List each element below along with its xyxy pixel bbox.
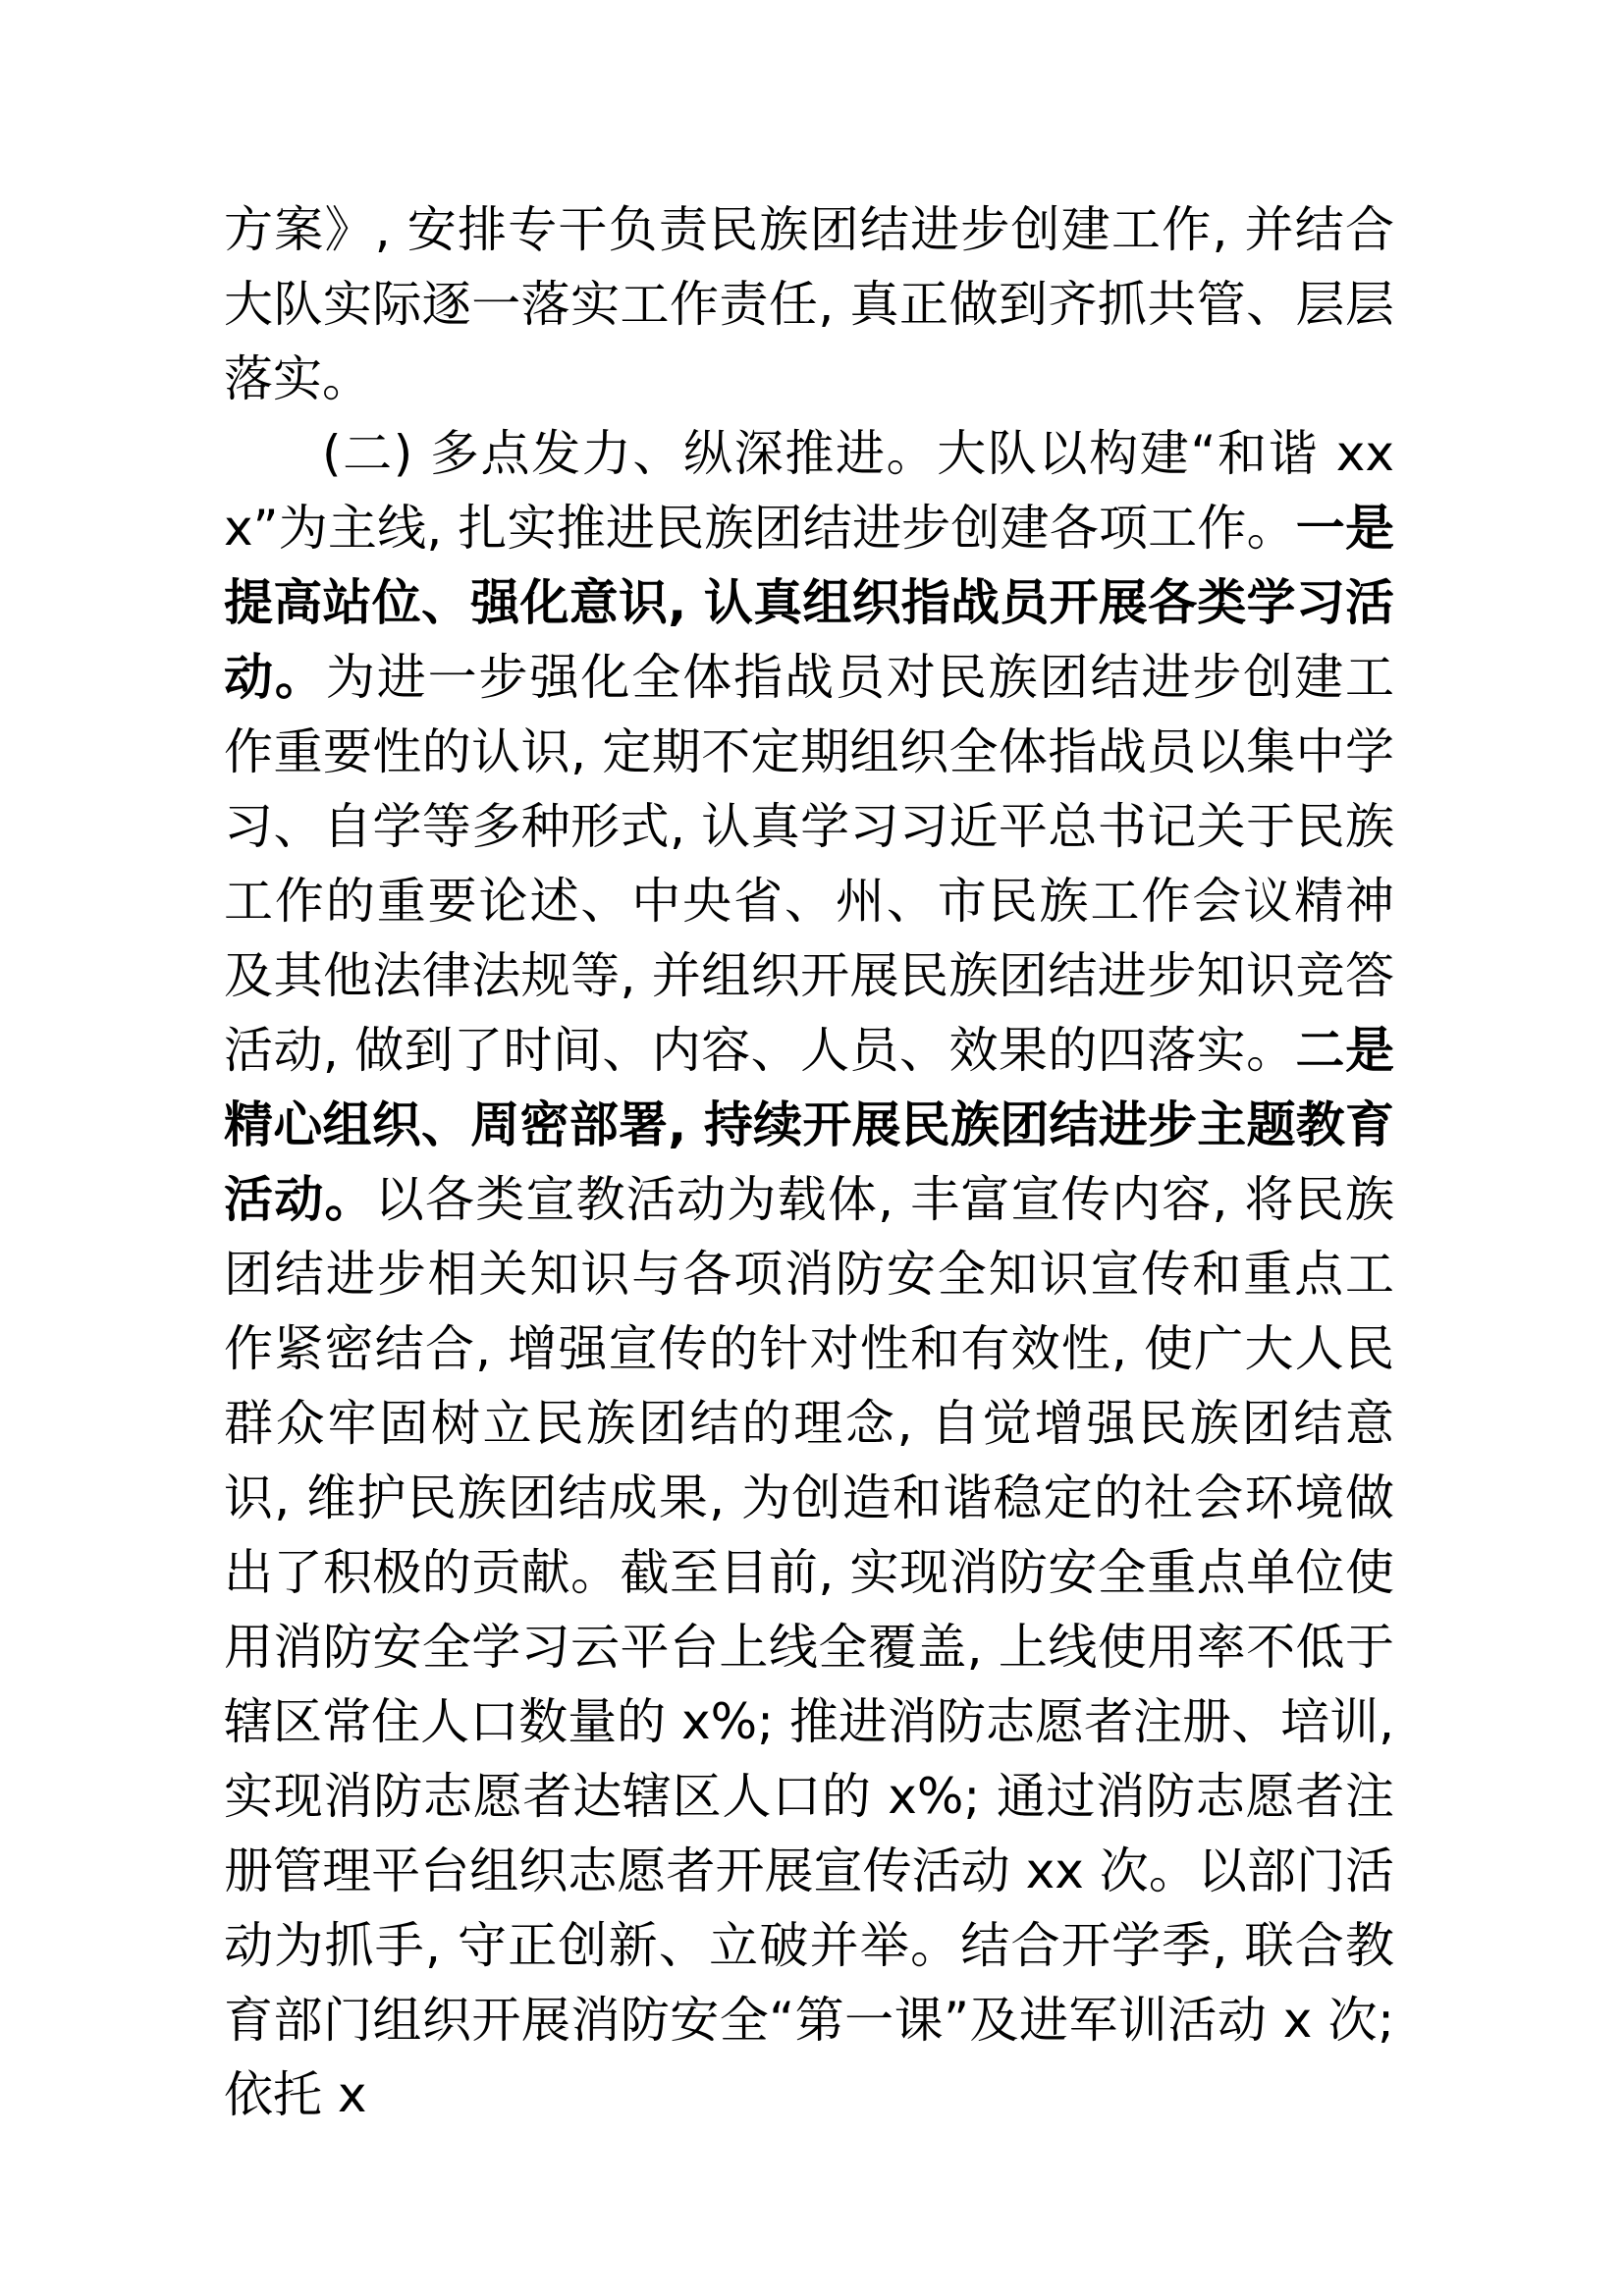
- text-segment-point-one-detail: 为进一步强化全体指战员对民族团结进步创建工作重要性的认识, 定期不定期组织全体指战员以集中学习、自学等多种形式, 认真学习习近平总书记关于民族工作的重要论述、中央省、州、市民族工作会议精神及其他法律法规等, 并组织开展民族团结进步知识竞答活动, 做到了时间、内容、人员、效果的四落实。: [224, 649, 1395, 1079]
- text-segment-intro: (二) 多点发力、纵深推进。大队以构建: [322, 425, 1191, 482]
- text-segment-bold-point-two: 二是精心组织、周密部署, 持续开展民族团结进步主题教育活动。: [224, 1022, 1394, 1228]
- paragraph-continuation: [224, 192, 1394, 416]
- text-segment-mainline: 为主线, 扎实推进民族团结进步创建各项工作。: [278, 500, 1296, 557]
- document-body: [224, 192, 1394, 2132]
- text-segment: 方案》, 安排专干负责民族团结进步创建工作, 并结合大队实际逐一落实工作责任, 真正做到齐抓共管、层层落实。: [224, 201, 1394, 407]
- text-segment-bold-point-one: 一是提高站位、强化意识, 认真组织指战员开展各类学习活动。: [224, 500, 1395, 706]
- paragraph-section-two: [224, 416, 1394, 2132]
- text-segment-point-two-detail: 以各类宣教活动为载体, 丰富宣传内容, 将民族团结进步相关知识与各项消防安全知识宣传和重点工作紧密结合, 增强宣传的针对性和有效性, 使广大人民群众牢固树立民族团结的理念, 自觉增强民族团结意识, 维护民族团结成果, 为创造和谐稳定的社会环境做出了积极的贡献。截至目前, 实现消防安全重点单位使用消防安全学习云平台上线全覆盖, 上线使用率不低于辖区常住人口数量的 x%; 推进消防志愿者注册、培训, 实现消防志愿者达辖区人口的 x%; 通过消防志愿者注册管理平台组织志愿者开展宣传活动 xx 次。以部门活动为抓手, 守正创新、立破并举。结合开学季, 联合教育部门组织开展消防安全“第一课”及进军训活动 x 次; 依托 x: [224, 1171, 1395, 2123]
- text-segment-quoted-slogan: “和谐 xxx”: [224, 425, 1394, 557]
